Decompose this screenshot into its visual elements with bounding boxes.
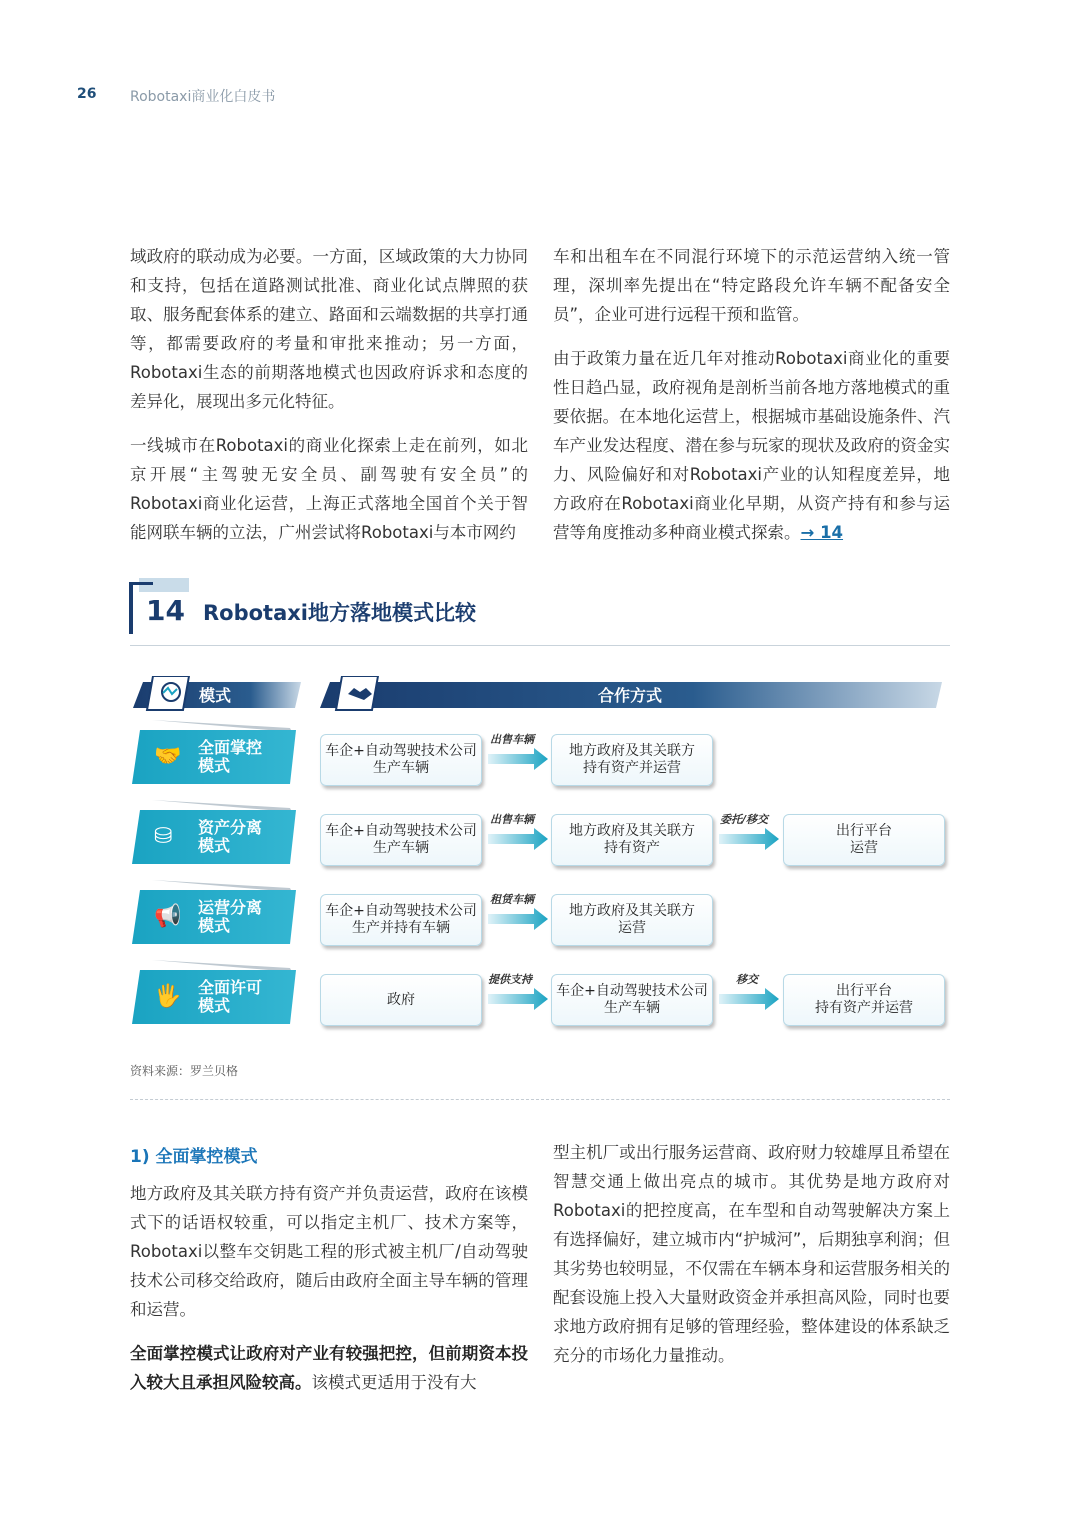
- section-divider: [130, 1099, 950, 1100]
- row2-arrow2: [719, 828, 779, 850]
- row4-arrow2-label: 移交: [736, 973, 758, 986]
- figure-title: Robotaxi地方落地模式比较: [203, 601, 477, 625]
- row2-arrow1: [488, 828, 548, 850]
- megaphone-icon: 📢: [154, 904, 182, 929]
- section-left-p1: 地方政府及其关联方持有资产并负责运营，政府在该模式下的话语权较重，可以指定主机厂、技术方案等，Robotaxi以整车交钥匙工程的形式被主机厂/自动驾驶技术公司移交给政府，随后由政府全面主导车辆的管理和运营。: [130, 1184, 528, 1319]
- section-right-column: [553, 1138, 950, 1385]
- license-icon: 🖐: [154, 984, 182, 1009]
- intro-right-p1: 车和出租车在不同混行环境下的示范运营纳入统一管理，深圳率先提出在“特定路段允许车辆不配备安全员”，企业可进行远程干预和监管。: [553, 247, 950, 324]
- row4-arrow2: [719, 988, 779, 1010]
- section-heading: 1) 全面掌控模式: [130, 1147, 258, 1167]
- figure-source: 资料来源：罗兰贝格: [130, 1064, 239, 1078]
- row3-arrow1-label: 租赁车辆: [490, 893, 534, 906]
- row2-box3: 出行平台 运营: [783, 814, 945, 866]
- mode-label: 资产分离 模式: [198, 818, 263, 855]
- figure-ref-link[interactable]: → 14: [800, 523, 844, 542]
- mode-header-label: 模式: [199, 686, 232, 705]
- intro-left-p1: 域政府的联动成为必要。一方面，区域政策的大力协同和支持，包括在道路测试批准、商业化试点牌照的获取、服务配套体系的建立、路面和云端数据的共享打通等，都需要政府的考量和审批来推动；另一方面，Robotaxi生态的前期落地模式也因政府诉求和态度的差异化，展现出多元化特征。: [130, 247, 528, 411]
- section-left-p2: 全面掌控模式让政府对产业有较强把控，但前期资本投入较大且承担风险较高。该模式更适用于没有大: [130, 1344, 528, 1392]
- mode-label: 全面许可 模式: [198, 978, 263, 1015]
- row3-box1: 车企+自动驾驶技术公司 生产并持有车辆: [320, 894, 482, 946]
- coins-icon: ⛁: [154, 824, 173, 849]
- row3-arrow1: [488, 908, 548, 930]
- row1-box2: 地方政府及其关联方 持有资产并运营: [551, 734, 713, 786]
- row4-arrow1: [488, 988, 548, 1010]
- mode-badge-operation-separation: [132, 890, 295, 944]
- row2-arrow2-label: 委托/移交: [720, 813, 769, 826]
- figure-rule: [130, 645, 950, 646]
- section-right-p1: 型主机厂或出行服务运营商、政府财力较雄厚且希望在智慧交通上做出亮点的城市。其优势是地方政府对Robotaxi的把控度高，在车型和自动驾驶解决方案上有选择偏好，建立城市内“护城河”，后期独享利润；但其劣势也较明显，不仅需在车辆本身和运营服务相关的配套设施上投入大量财政资金并承担高风险，同时也要求地方政府拥有足够的管理经验，整体建设的体系缺乏充分的市场化力量推动。: [553, 1143, 950, 1365]
- running-title: Robotaxi商业化白皮书: [130, 89, 276, 105]
- row1-box1: 车企+自动驾驶技术公司 生产车辆: [320, 734, 482, 786]
- intro-right-p2: 由于政策力量在近几年对推动Robotaxi商业化的重要性日趋凸显，政府视角是剖析当前各地方落地模式的重要依据。在本地化运营上，根据城市基础设施条件、汽车产业发达程度、潜在参与玩家的现状及政府的资金实力、风险偏好和对Robotaxi产业的认知程度差异，地方政府在Robotaxi商业化早期，从资产持有和参与运营等角度推动多种商业模式探索。→ 14: [553, 349, 950, 542]
- row3-box2: 地方政府及其关联方 运营: [551, 894, 713, 946]
- intro-right-column: [553, 242, 950, 562]
- row2-box1: 车企+自动驾驶技术公司 生产车辆: [320, 814, 482, 866]
- mode-badge-full-control: [132, 730, 295, 784]
- row2-box2: 地方政府及其关联方 持有资产: [551, 814, 713, 866]
- mode-badge-full-license: [132, 970, 295, 1024]
- intro-left-column: [130, 242, 528, 562]
- mode-badge-asset-separation: [132, 810, 295, 864]
- row1-arrow1: [488, 748, 548, 770]
- coop-header-label: 合作方式: [598, 686, 663, 705]
- row4-arrow1-label: 提供支持: [488, 973, 532, 986]
- row2-arrow1-label: 出售车辆: [490, 813, 534, 826]
- mode-label: 运营分离 模式: [198, 898, 263, 935]
- mode-label: 全面掌控 模式: [198, 738, 263, 775]
- page-number: 26: [77, 86, 97, 102]
- intro-left-p2: 一线城市在Robotaxi的商业化探索上走在前列，如北京开展“主驾驶无安全员、副驾驶有安全员”的Robotaxi商业化运营，上海正式落地全国首个关于智能网联车辆的立法，广州尝试将Robotaxi与本市网约: [130, 436, 528, 542]
- row4-box3: 出行平台 持有资产并运营: [783, 974, 945, 1026]
- row4-box2: 车企+自动驾驶技术公司 生产车辆: [551, 974, 713, 1026]
- row4-box1: 政府: [320, 974, 482, 1026]
- section-left-column: [130, 1179, 528, 1412]
- row1-arrow1-label: 出售车辆: [490, 733, 534, 746]
- hands-icon: 🤝: [154, 744, 182, 769]
- figure-number: 14: [146, 594, 185, 627]
